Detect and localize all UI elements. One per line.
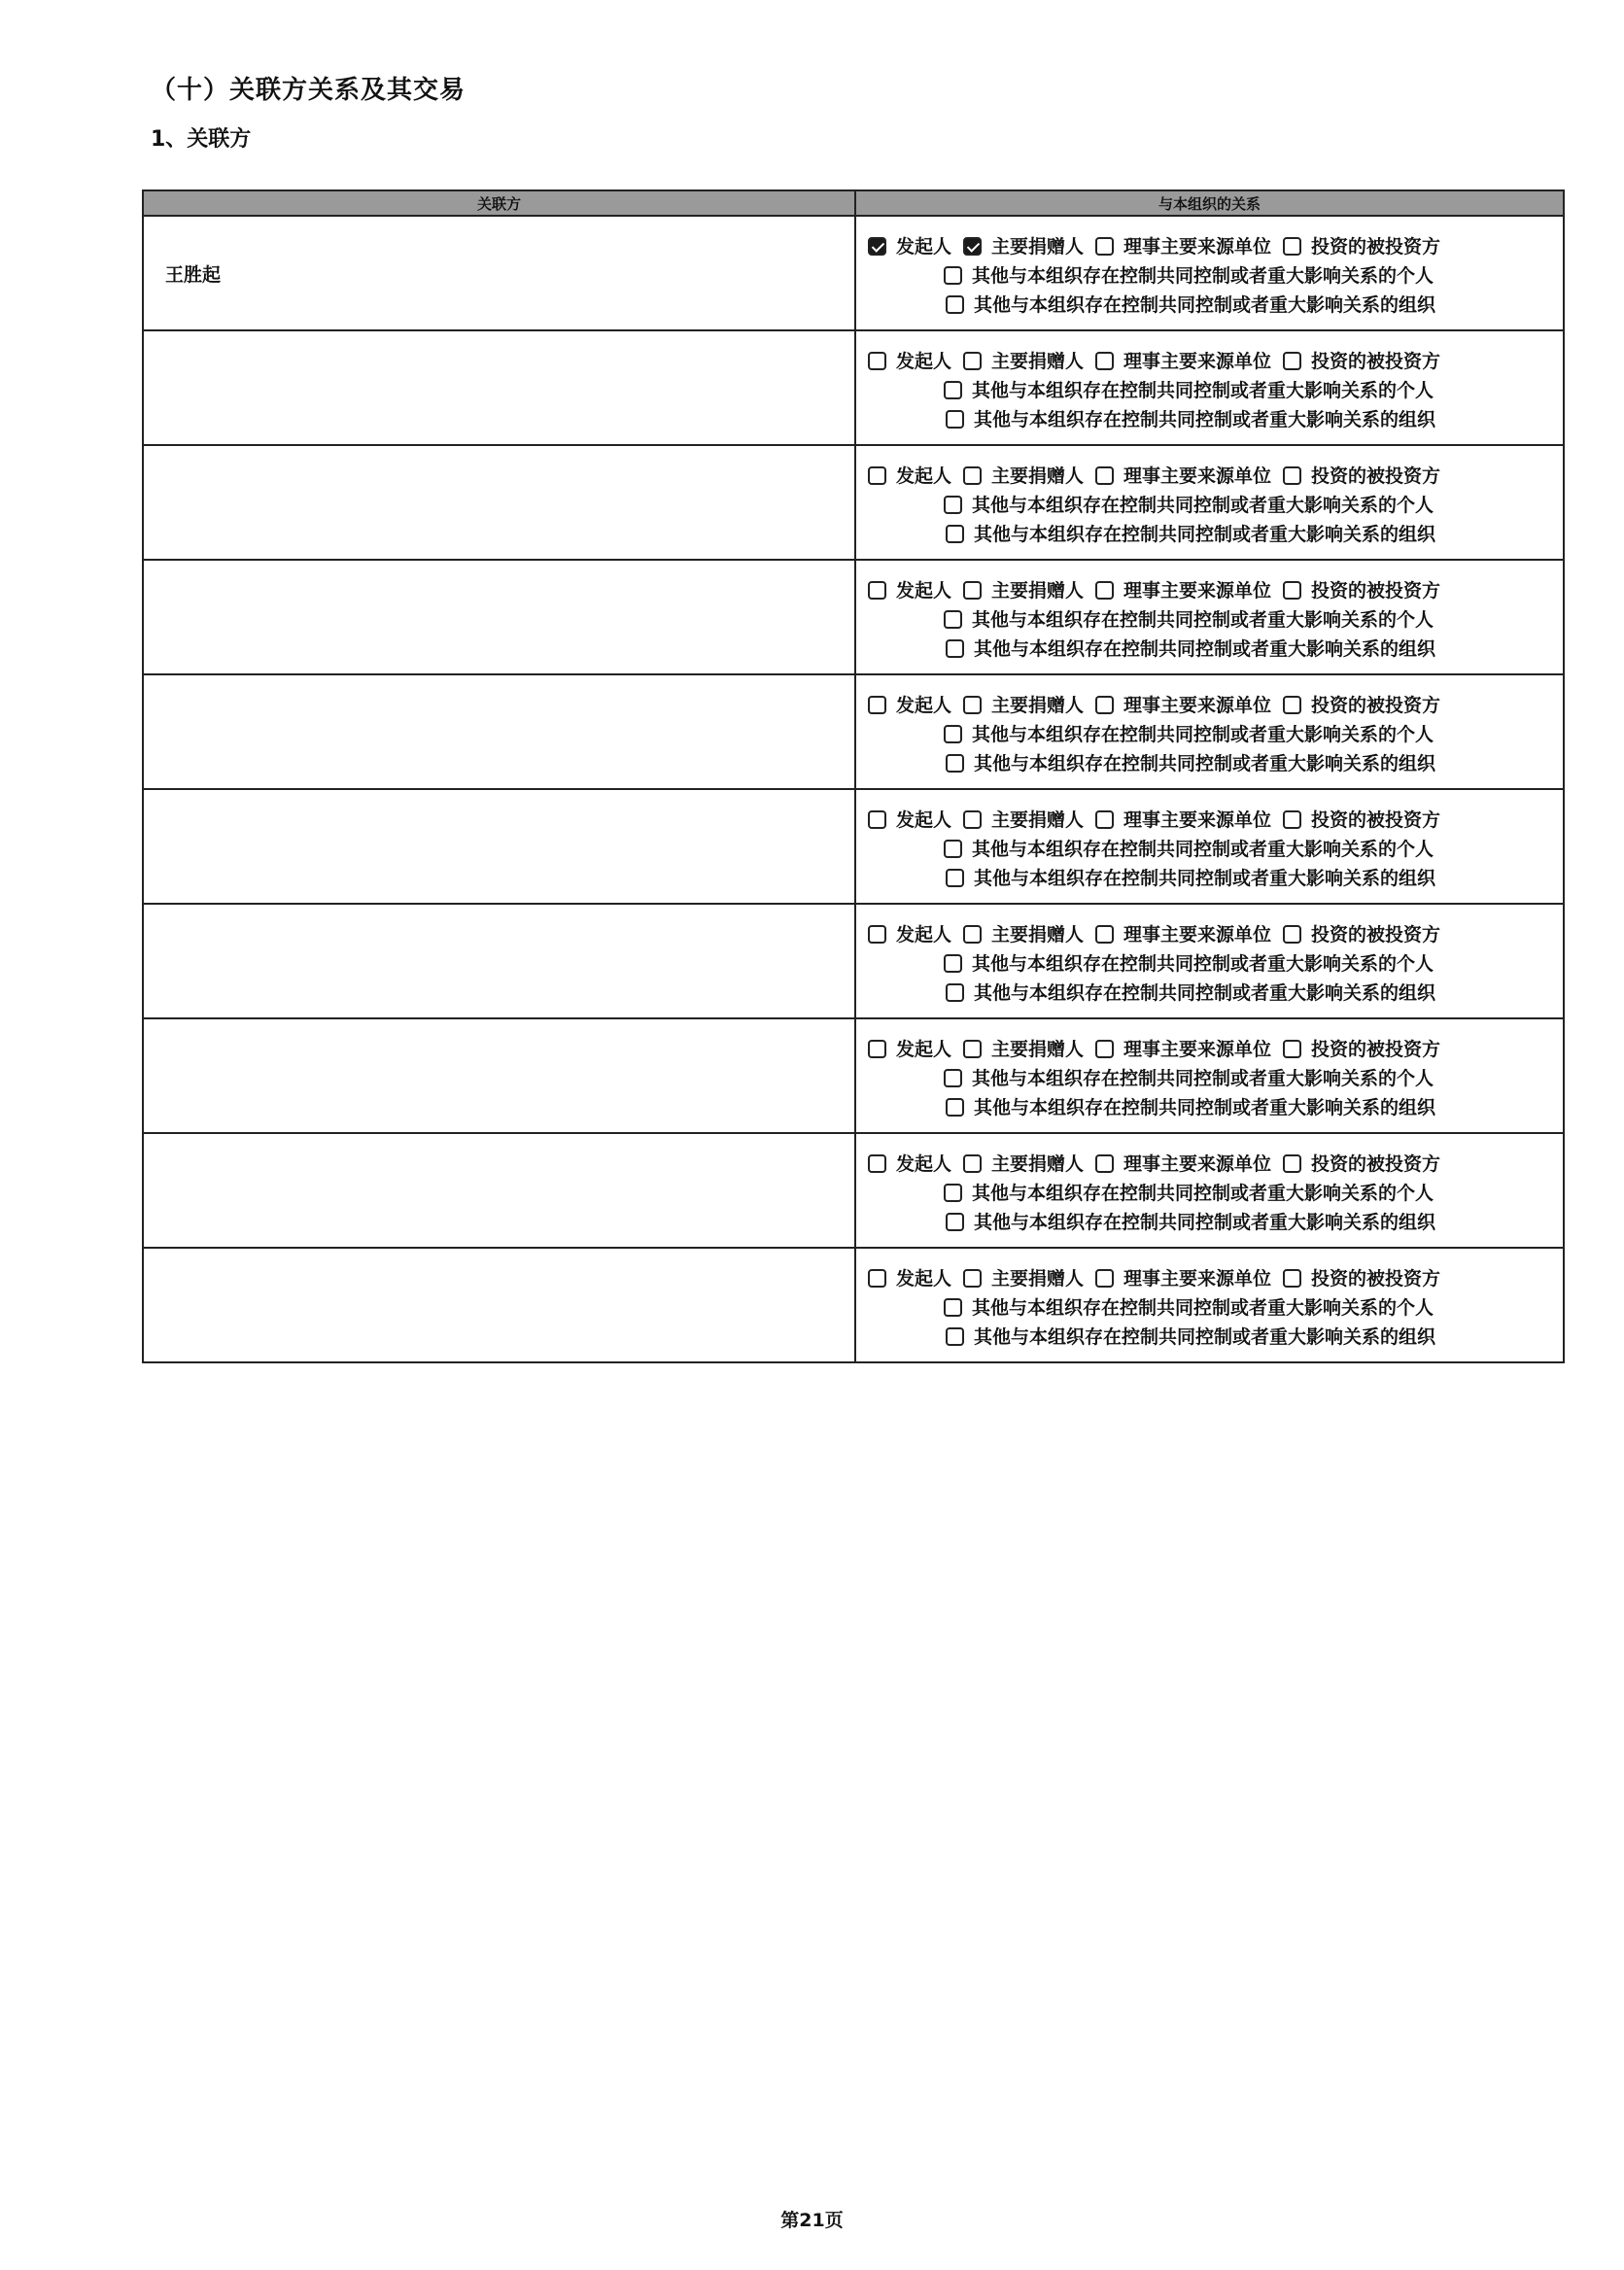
- checkbox-founder[interactable]: [868, 696, 886, 714]
- checkbox-label: 其他与本组织存在控制共同控制或者重大影响关系的组织: [974, 1212, 1436, 1233]
- checkbox-label: 主要捐赠人: [991, 1153, 1085, 1175]
- option-individual: [944, 1179, 1434, 1208]
- option-investee: [1283, 806, 1440, 835]
- table-header-row: [143, 190, 1564, 216]
- option-funding-source: [1095, 1150, 1271, 1179]
- related-party-cell[interactable]: [143, 904, 855, 1018]
- relationship-cell: [855, 1133, 1564, 1248]
- option-donor: [963, 920, 1084, 949]
- related-party-cell[interactable]: [143, 330, 855, 445]
- checkbox-founder[interactable]: [868, 1154, 886, 1173]
- option-organization: [946, 979, 1435, 1008]
- option-organization: [946, 1208, 1435, 1237]
- checkbox-label: 发起人: [896, 695, 952, 716]
- option-funding-source: [1095, 1035, 1271, 1064]
- checkbox-investee[interactable]: [1283, 1040, 1301, 1058]
- checkbox-donor[interactable]: [963, 1269, 982, 1288]
- checkbox-individual[interactable]: [944, 1298, 962, 1317]
- option-founder: [868, 1150, 951, 1179]
- checkbox-label: 理事主要来源单位: [1123, 809, 1272, 831]
- checkbox-organization[interactable]: [946, 410, 964, 429]
- option-organization: [946, 405, 1435, 434]
- option-investee: [1283, 691, 1440, 720]
- checkbox-founder[interactable]: [868, 466, 886, 485]
- option-organization: [946, 635, 1435, 664]
- checkbox-label: 其他与本组织存在控制共同控制或者重大影响关系的组织: [974, 1326, 1436, 1348]
- checkbox-individual[interactable]: [944, 1184, 962, 1202]
- checkbox-funding-source[interactable]: [1095, 810, 1114, 829]
- checkbox-investee[interactable]: [1283, 1154, 1301, 1173]
- checkbox-label: 投资的被投资方: [1311, 236, 1441, 258]
- option-individual: [944, 261, 1434, 291]
- checkbox-donor[interactable]: [963, 810, 982, 829]
- option-founder: [868, 806, 951, 835]
- checkbox-label: 主要捐赠人: [991, 236, 1085, 258]
- checkbox-funding-source[interactable]: [1095, 581, 1114, 600]
- table-row: [143, 216, 1564, 330]
- option-donor: [963, 806, 1084, 835]
- checkbox-donor[interactable]: [963, 1154, 982, 1173]
- checkbox-label: 发起人: [896, 809, 952, 831]
- checkbox-label: 其他与本组织存在控制共同控制或者重大影响关系的组织: [974, 638, 1436, 660]
- checkbox-individual[interactable]: [944, 266, 962, 285]
- relationship-cell: [855, 445, 1564, 560]
- checkbox-organization[interactable]: [946, 1213, 964, 1231]
- checkbox-donor[interactable]: [963, 581, 982, 600]
- option-donor: [963, 462, 1084, 491]
- checkbox-label: 主要捐赠人: [991, 465, 1085, 487]
- related-party-cell[interactable]: [143, 560, 855, 674]
- checkbox-label: 投资的被投资方: [1311, 809, 1441, 831]
- checkbox-organization[interactable]: [946, 639, 964, 658]
- option-organization: [946, 520, 1435, 549]
- checkbox-founder[interactable]: [868, 1040, 886, 1058]
- checkbox-label: 投资的被投资方: [1311, 580, 1441, 602]
- checkbox-label: 投资的被投资方: [1311, 924, 1441, 946]
- table-row: [143, 1018, 1564, 1133]
- checkbox-label: 投资的被投资方: [1311, 1268, 1441, 1290]
- option-organization: [946, 749, 1435, 778]
- checkbox-label: 理事主要来源单位: [1123, 465, 1272, 487]
- checkbox-label: 主要捐赠人: [991, 1268, 1085, 1290]
- related-party-cell[interactable]: 王胜起: [143, 216, 855, 330]
- option-founder: [868, 462, 951, 491]
- checkbox-individual[interactable]: [944, 496, 962, 514]
- option-investee: [1283, 1035, 1440, 1064]
- checkbox-individual[interactable]: [944, 381, 962, 399]
- option-individual: [944, 605, 1434, 635]
- table-row: [143, 330, 1564, 445]
- checkbox-label: 主要捐赠人: [991, 924, 1085, 946]
- checkbox-label: 其他与本组织存在控制共同控制或者重大影响关系的个人: [972, 953, 1434, 975]
- checkbox-label: 发起人: [896, 1153, 952, 1175]
- checkbox-label: 理事主要来源单位: [1123, 351, 1272, 372]
- option-individual: [944, 491, 1434, 520]
- option-investee: [1283, 576, 1440, 605]
- checkbox-donor[interactable]: [963, 466, 982, 485]
- checkbox-founder[interactable]: [868, 810, 886, 829]
- checkbox-donor[interactable]: [963, 1040, 982, 1058]
- related-party-cell[interactable]: [143, 1133, 855, 1248]
- option-funding-source: [1095, 347, 1271, 376]
- relationship-cell: [855, 674, 1564, 789]
- option-funding-source: [1095, 691, 1271, 720]
- checkbox-label: 其他与本组织存在控制共同控制或者重大影响关系的个人: [972, 724, 1434, 745]
- option-individual: [944, 720, 1434, 749]
- checkbox-organization[interactable]: [946, 1098, 964, 1117]
- table-row: [143, 560, 1564, 674]
- relationship-cell: [855, 1248, 1564, 1362]
- checkbox-label: 发起人: [896, 236, 952, 258]
- option-investee: [1283, 462, 1440, 491]
- checkbox-funding-source[interactable]: [1095, 352, 1114, 370]
- checkbox-founder[interactable]: [868, 581, 886, 600]
- option-organization: [946, 1323, 1435, 1352]
- checkbox-label: 理事主要来源单位: [1123, 1039, 1272, 1060]
- option-founder: [868, 920, 951, 949]
- checkbox-funding-source[interactable]: [1095, 696, 1114, 714]
- checkbox-organization[interactable]: [946, 525, 964, 543]
- checkbox-funding-source[interactable]: [1095, 925, 1114, 944]
- checkbox-investee[interactable]: [1283, 696, 1301, 714]
- checkbox-label: 理事主要来源单位: [1123, 1153, 1272, 1175]
- checkbox-donor[interactable]: [963, 925, 982, 944]
- option-individual: [944, 376, 1434, 405]
- option-organization: [946, 1093, 1435, 1122]
- checkbox-label: 其他与本组织存在控制共同控制或者重大影响关系的组织: [974, 868, 1436, 889]
- related-party-table: [142, 189, 1565, 1363]
- checkbox-label: 其他与本组织存在控制共同控制或者重大影响关系的个人: [972, 839, 1434, 860]
- option-donor: [963, 347, 1084, 376]
- checkbox-label: 投资的被投资方: [1311, 1153, 1441, 1175]
- checkbox-investee[interactable]: [1283, 925, 1301, 944]
- option-donor: [963, 1150, 1084, 1179]
- subsection-title: 1、关联方: [151, 127, 252, 152]
- option-founder: [868, 576, 951, 605]
- option-funding-source: [1095, 232, 1271, 261]
- relationship-cell: [855, 904, 1564, 1018]
- checkbox-funding-source[interactable]: [1095, 466, 1114, 485]
- relationship-cell: [855, 1018, 1564, 1133]
- checkbox-label: 其他与本组织存在控制共同控制或者重大影响关系的组织: [974, 982, 1436, 1004]
- table-row: [143, 904, 1564, 1018]
- checkbox-label: 发起人: [896, 351, 952, 372]
- option-individual: [944, 1064, 1434, 1093]
- relationship-cell: [855, 330, 1564, 445]
- option-founder: [868, 1035, 951, 1064]
- relationship-cell: [855, 216, 1564, 330]
- option-founder: [868, 347, 951, 376]
- related-party-cell[interactable]: [143, 445, 855, 560]
- relationship-cell: [855, 789, 1564, 904]
- checkbox-funding-source[interactable]: [1095, 1040, 1114, 1058]
- checkbox-label: 投资的被投资方: [1311, 695, 1441, 716]
- option-funding-source: [1095, 920, 1271, 949]
- checkbox-label: 投资的被投资方: [1311, 351, 1441, 372]
- option-individual: [944, 835, 1434, 864]
- option-investee: [1283, 1150, 1440, 1179]
- checkbox-individual[interactable]: [944, 954, 962, 973]
- checkbox-label: 其他与本组织存在控制共同控制或者重大影响关系的组织: [974, 753, 1436, 774]
- checkbox-label: 其他与本组织存在控制共同控制或者重大影响关系的个人: [972, 380, 1434, 401]
- related-party-cell[interactable]: [143, 789, 855, 904]
- section-title: （十）关联方关系及其交易: [151, 76, 466, 105]
- checkbox-label: 其他与本组织存在控制共同控制或者重大影响关系的组织: [974, 524, 1436, 545]
- checkbox-label: 其他与本组织存在控制共同控制或者重大影响关系的组织: [974, 294, 1436, 316]
- checkbox-individual[interactable]: [944, 725, 962, 743]
- checkbox-investee[interactable]: [1283, 237, 1301, 256]
- checkbox-label: 其他与本组织存在控制共同控制或者重大影响关系的个人: [972, 265, 1434, 287]
- option-individual: [944, 1293, 1434, 1323]
- checkbox-label: 主要捐赠人: [991, 809, 1085, 831]
- option-investee: [1283, 1264, 1440, 1293]
- checkbox-individual[interactable]: [944, 610, 962, 629]
- option-donor: [963, 1035, 1084, 1064]
- checkbox-label: 其他与本组织存在控制共同控制或者重大影响关系的个人: [972, 1297, 1434, 1319]
- checkbox-investee[interactable]: [1283, 466, 1301, 485]
- related-party-cell[interactable]: [143, 1248, 855, 1362]
- checkbox-label: 理事主要来源单位: [1123, 695, 1272, 716]
- checkbox-organization[interactable]: [946, 754, 964, 773]
- checkbox-label: 理事主要来源单位: [1123, 580, 1272, 602]
- option-funding-source: [1095, 1264, 1271, 1293]
- checkbox-founder[interactable]: [868, 352, 886, 370]
- checkbox-funding-source[interactable]: [1095, 1154, 1114, 1173]
- checkbox-label: 其他与本组织存在控制共同控制或者重大影响关系的个人: [972, 495, 1434, 516]
- checkbox-individual[interactable]: [944, 840, 962, 858]
- relationship-cell: [855, 560, 1564, 674]
- checkbox-label: 理事主要来源单位: [1123, 924, 1272, 946]
- option-investee: [1283, 920, 1440, 949]
- checkbox-founder[interactable]: [868, 1269, 886, 1288]
- option-donor: [963, 232, 1084, 261]
- checkbox-organization[interactable]: [946, 983, 964, 1002]
- checkbox-donor[interactable]: [963, 237, 982, 256]
- checkbox-label: 主要捐赠人: [991, 351, 1085, 372]
- checkbox-investee[interactable]: [1283, 581, 1301, 600]
- checkbox-label: 主要捐赠人: [991, 695, 1085, 716]
- table-row: [143, 789, 1564, 904]
- option-funding-source: [1095, 462, 1271, 491]
- checkbox-investee[interactable]: [1283, 352, 1301, 370]
- checkbox-label: 理事主要来源单位: [1123, 1268, 1272, 1290]
- page-number: 第21页: [780, 2210, 844, 2231]
- option-organization: [946, 864, 1435, 893]
- checkbox-individual[interactable]: [944, 1069, 962, 1087]
- column-header-relationship: 与本组织的关系: [855, 190, 1564, 216]
- checkbox-founder[interactable]: [868, 925, 886, 944]
- related-party-cell[interactable]: [143, 674, 855, 789]
- checkbox-label: 投资的被投资方: [1311, 1039, 1441, 1060]
- option-donor: [963, 576, 1084, 605]
- option-investee: [1283, 232, 1440, 261]
- option-donor: [963, 691, 1084, 720]
- checkbox-funding-source[interactable]: [1095, 237, 1114, 256]
- column-header-related-party: 关联方: [143, 190, 855, 216]
- checkbox-investee[interactable]: [1283, 1269, 1301, 1288]
- table-row: [143, 674, 1564, 789]
- checkbox-label: 发起人: [896, 1039, 952, 1060]
- checkbox-label: 发起人: [896, 465, 952, 487]
- checkbox-label: 投资的被投资方: [1311, 465, 1441, 487]
- table-row: [143, 445, 1564, 560]
- option-founder: [868, 232, 951, 261]
- checkbox-label: 其他与本组织存在控制共同控制或者重大影响关系的个人: [972, 1183, 1434, 1204]
- checkbox-label: 发起人: [896, 1268, 952, 1290]
- option-investee: [1283, 347, 1440, 376]
- option-founder: [868, 691, 951, 720]
- checkbox-label: 其他与本组织存在控制共同控制或者重大影响关系的个人: [972, 609, 1434, 631]
- table-row: [143, 1133, 1564, 1248]
- checkbox-funding-source[interactable]: [1095, 1269, 1114, 1288]
- checkbox-organization[interactable]: [946, 869, 964, 887]
- checkbox-label: 发起人: [896, 580, 952, 602]
- checkbox-label: 主要捐赠人: [991, 1039, 1085, 1060]
- option-funding-source: [1095, 806, 1271, 835]
- checkbox-investee[interactable]: [1283, 810, 1301, 829]
- option-founder: [868, 1264, 951, 1293]
- checkbox-organization[interactable]: [946, 1327, 964, 1346]
- option-donor: [963, 1264, 1084, 1293]
- checkbox-founder[interactable]: [868, 237, 886, 256]
- checkbox-donor[interactable]: [963, 352, 982, 370]
- checkbox-label: 主要捐赠人: [991, 580, 1085, 602]
- option-funding-source: [1095, 576, 1271, 605]
- checkbox-label: 理事主要来源单位: [1123, 236, 1272, 258]
- checkbox-label: 其他与本组织存在控制共同控制或者重大影响关系的组织: [974, 1097, 1436, 1118]
- checkbox-label: 其他与本组织存在控制共同控制或者重大影响关系的组织: [974, 409, 1436, 430]
- checkbox-organization[interactable]: [946, 295, 964, 314]
- checkbox-donor[interactable]: [963, 696, 982, 714]
- option-organization: [946, 291, 1435, 320]
- checkbox-label: 发起人: [896, 924, 952, 946]
- option-individual: [944, 949, 1434, 979]
- checkbox-label: 其他与本组织存在控制共同控制或者重大影响关系的个人: [972, 1068, 1434, 1089]
- related-party-cell[interactable]: [143, 1018, 855, 1133]
- table-row: [143, 1248, 1564, 1362]
